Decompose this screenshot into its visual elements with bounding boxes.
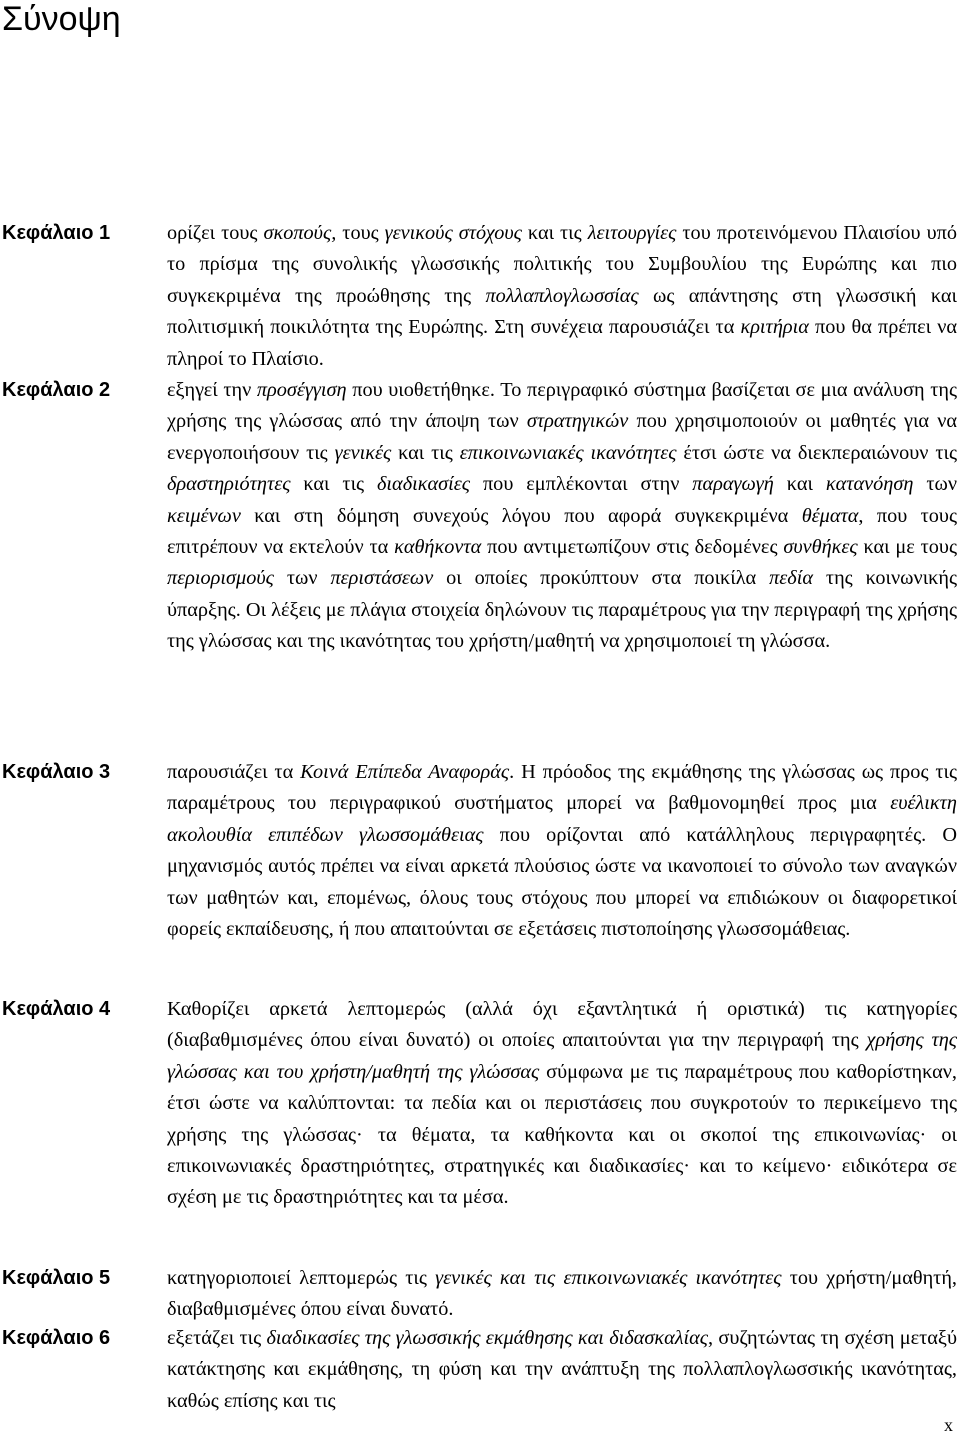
text-run: εξηγεί την [167,379,257,401]
italic-term: παραγωγή [692,473,774,496]
text-run: του προτεινόμενου Πλαισίου υπό το πρίσμα της συνολικής γλωσσικής πολιτικής του Συμβουλίου της Ευρώπης και πιο συγκεκριμένα της προώθησης της [167,222,957,307]
italic-term: κατανόηση [825,473,914,496]
chapter-label: Κεφάλαιο 5 [2,1267,111,1289]
italic-term: θέματα [801,504,859,527]
text-run: που ορίζονται από κατάλληλους περιγραφητές. Ο μηχανισμός αυτός πρέπει να είναι αρκετά πλούσιος ώστε να ικανοποιεί το σύνολο των αναγκών των μαθητών και, επομένως, όλους τους στόχους που μπορεί να επιδιώκουν οι διαφορετικοί φορείς εκπαίδευσης, ή που απαιτούνται σε εξετάσεις πιστοποίησης γλωσσομάθειας. [167,823,957,941]
italic-term: δραστηριότητες [167,473,291,496]
italic-term: γενικές και τις επικοινωνιακές ικανότητες [435,1267,782,1289]
italic-term: στρατηγικών [526,410,629,433]
chapter-description [167,1263,957,1326]
italic-term: κειμένων [167,504,241,527]
page-title: Σύνοψη [2,0,121,38]
text-run: Καθορίζει αρκετά λεπτομερώς (αλλά όχι εξαντλητικά ή οριστικά) τις κατηγορίες (διαβαθμισμένες όπου είναι δυνατό) οι οποίες απαιτούνται για την περιγραφή της [167,998,957,1052]
chapter-description [167,375,957,658]
text-run: οι οποίες προκύπτουν στα ποικίλα [433,567,770,590]
text-run: του χρήστη/μαθητή, διαβαθμισμένες όπου είναι δυνατό. [167,1267,957,1321]
text-run: των [913,473,957,496]
italic-term: σκοπούς, [263,222,337,244]
italic-term: ευέλικτη ακολουθία επιπέδων γλωσσομάθειας [167,792,957,846]
page-number: x [944,1415,953,1435]
chapter-label: Κεφάλαιο 1 [2,222,111,244]
text-run: και τις [521,222,588,244]
italic-term: προσέγγιση [256,379,347,401]
chapter-label: Κεφάλαιο 2 [2,379,111,401]
text-run: και με τους [857,536,957,559]
italic-term: πεδία [769,567,813,590]
italic-term: επικοινωνιακές ικανότητες [459,441,677,464]
text-run: και στη δόμηση συνεχούς λόγου που αφορά συγκεκριμένα [240,504,802,527]
italic-term: κριτήρια [740,316,809,339]
text-run: και [773,473,826,496]
chapter-description [167,994,957,1214]
text-run: έτσι ώστε να διεκπεραιώνουν τις [676,441,958,464]
text-run: σύμφωνα με τις παραμέτρους που καθορίστηκαν, έτσι ώστε να καλύπτονται: τα πεδία και οι περιστάσεις που συγκροτούν το περικείμενο της χρήσης της γλώσσας· τα θέματα, τα καθήκοντα και οι σκοποί της επικοινωνίας· οι επικοινωνιακές δραστηριότητες, στρατηγικές και διαδικασίες· και το κείμενο· ειδικότερα σε σχέση με τις δραστηριότητες και τα μέσα. [167,1060,957,1209]
chapter-label: Κεφάλαιο 4 [2,998,111,1020]
text-run: ορίζει τους [167,222,264,244]
text-run: που υιοθετήθηκε. Το περιγραφικό σύστημα βασίζεται σε μια ανάλυση της χρήσης της γλώσσας από την άποψη των [167,379,957,433]
italic-term: διαδικασίες της γλωσσικής εκμάθησης και διδασκαλίας [266,1327,709,1349]
text-run: και τις [290,473,377,496]
italic-term: συνθήκες [783,536,858,559]
italic-term: γενικές [334,441,392,464]
text-run: που θα πρέπει να πληροί το Πλαίσιο. [167,316,957,370]
chapter-description [167,1323,957,1417]
italic-term: γενικούς στόχους [384,222,522,244]
chapter-description [167,218,957,375]
italic-term: περιορισμούς [167,567,274,590]
italic-term: λειτουργίες [587,222,677,244]
text-run: , συζητώντας τη σχέση μεταξύ κατάκτησης και εκμάθησης, τη φύση και την ανάπτυξη της πολλαπλογλωσσικής ικανότητας, καθώς επίσης και τις [167,1327,958,1412]
text-run: ως απάντησης στη γλωσσική και πολιτισμική ποικιλότητα της Ευρώπης. Στη συνέχεια παρουσιάζει τα [167,284,957,339]
text-run: που αντιμετωπίζουν στις δεδομένες [481,536,784,559]
text-run: τους [336,222,385,244]
text-run: που εμπλέκονται στην [470,473,693,496]
chapter-label: Κεφάλαιο 6 [2,1327,111,1349]
text-run: των [273,567,331,590]
text-run: και τις [391,441,460,464]
italic-term: χρήσης της γλώσσας και του χρήστη/μαθητή της γλώσσας [167,1029,957,1083]
text-run: . Η πρόοδος της εκμάθησης της γλώσσας ως προς τις παραμέτρους του περιγραφικού συστήματος μπορεί να βαθμονομηθεί προς μια [167,761,957,815]
text-run: παρουσιάζει τα [167,761,301,783]
italic-term: καθήκοντα [394,536,482,559]
italic-term: περιστάσεων [330,567,434,590]
italic-term: πολλαπλογλωσσίας [485,284,639,307]
text-run: της κοινωνικής ύπαρξης. Οι λέξεις με πλάγια στοιχεία δηλώνουν τις παραμέτρους για την περιγραφή της χρήσης της γλώσσας και της ικανότητας του χρήστη/μαθητή να χρησιμοποιεί τη γλώσσα. [167,567,958,653]
italic-term: διαδικασίες [377,473,471,496]
text-run: εξετάζει τις [167,1327,267,1349]
chapter-description [167,757,957,945]
italic-term: Κοινά Επίπεδα Αναφοράς [300,761,510,783]
text-run: κατηγοριοποιεί λεπτομερώς τις [167,1267,436,1289]
text-run: , που τους επιτρέπουν να εκτελούν τα [167,504,957,559]
chapter-label: Κεφάλαιο 3 [2,761,111,783]
text-run: που χρησιμοποιούν οι μαθητές για να ενεργοποιήσουν τις [167,410,958,464]
